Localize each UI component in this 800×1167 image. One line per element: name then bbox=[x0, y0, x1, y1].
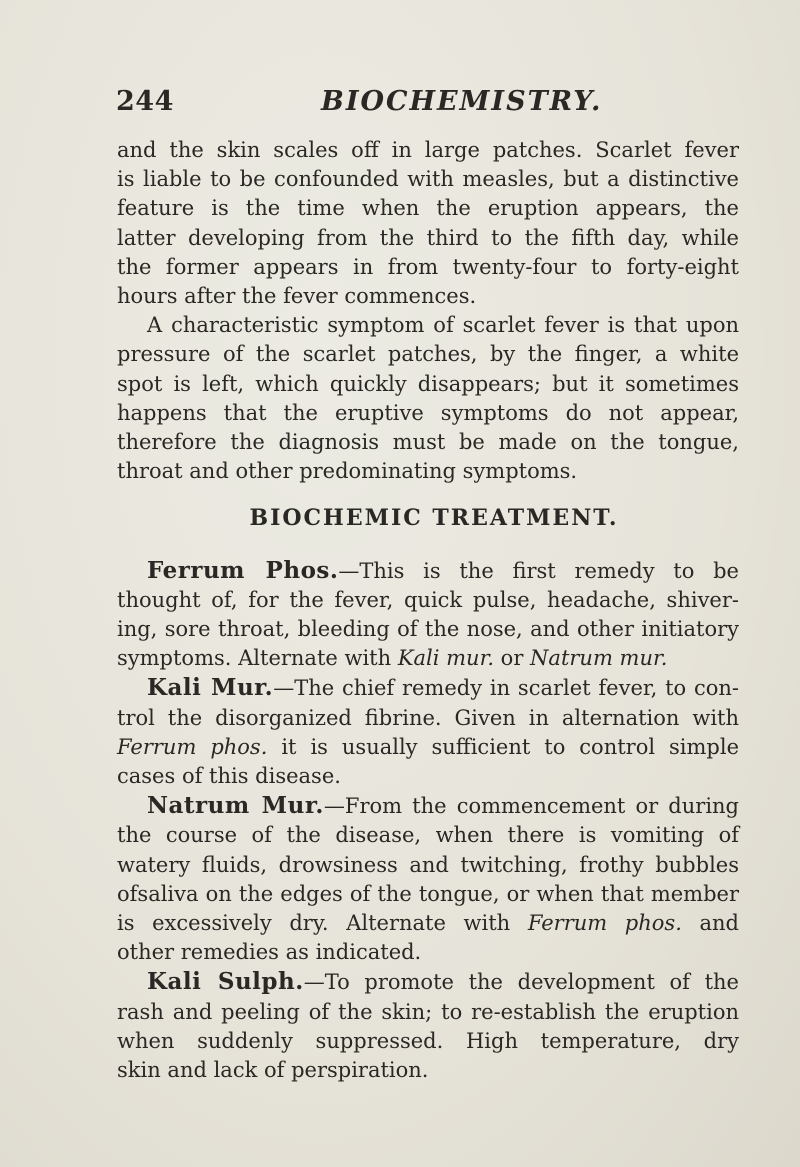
text-fragment: it is usually sufficient to control simple bbox=[267, 734, 739, 759]
body-text bbox=[117, 136, 739, 1085]
text-line: A characteristic symptom of scarlet fever is that upon bbox=[147, 313, 739, 338]
text-line: ing, sore throat, bleeding of the nose, and other initiatory bbox=[117, 617, 739, 642]
page-header bbox=[116, 86, 736, 126]
text-line bbox=[117, 909, 739, 938]
text-line bbox=[117, 673, 739, 703]
text-fragment: —The chief remedy in scarlet fever, to con- bbox=[273, 676, 739, 701]
section-heading: BIOCHEMIC TREATMENT. bbox=[249, 505, 619, 532]
text-line: happens that the eruptive symptoms do not appear, bbox=[117, 400, 739, 425]
page-number: 244 bbox=[116, 86, 174, 117]
text-line bbox=[117, 556, 739, 586]
text-line: the former appears in from twenty-four to forty-eight bbox=[117, 254, 739, 279]
paragraph-characteristic-symptom bbox=[117, 311, 739, 486]
text-line: latter developing from the third to the fifth day, while bbox=[117, 225, 739, 250]
text-fragment: is excessively dry. Alternate with bbox=[117, 911, 528, 936]
remedy-name: Kali Mur. bbox=[147, 674, 274, 702]
paragraph-kali-sulph bbox=[117, 967, 739, 1085]
text-line: spot is left, which quickly disappears; but it sometimes bbox=[117, 371, 739, 396]
text-line: rash and peeling of the skin; to re-establish the eruption bbox=[117, 999, 739, 1024]
text-line bbox=[117, 733, 739, 762]
text-fragment: symptoms. Alternate with bbox=[117, 646, 398, 671]
text-line: the course of the disease, when there is vomiting of bbox=[117, 823, 739, 848]
paragraph-scarlet-fever-description bbox=[117, 136, 739, 311]
text-line: when suddenly suppressed. High temperature, dry bbox=[117, 1028, 739, 1053]
text-line: feature is the time when the eruption appears, the bbox=[117, 196, 739, 221]
paragraph-ferrum-phos bbox=[117, 556, 739, 674]
paragraph-kali-mur bbox=[117, 673, 739, 791]
text-fragment: or bbox=[494, 646, 531, 671]
text-line bbox=[117, 967, 739, 997]
text-line: thought of, for the fever, quick pulse, headache, shiver- bbox=[117, 587, 739, 612]
remedy-name: Ferrum Phos. bbox=[147, 556, 339, 584]
text-fragment: —From the commencement or during bbox=[323, 794, 739, 819]
remedy-reference: Ferrum phos. bbox=[117, 734, 268, 759]
remedy-reference: Ferrum phos. bbox=[527, 911, 682, 936]
paragraph-natrum-mur bbox=[117, 791, 739, 967]
text-line: watery fluids, drowsiness and twitching, frothy bubbles bbox=[117, 852, 739, 877]
text-fragment: and bbox=[681, 911, 739, 936]
text-fragment: —This is the first remedy to be bbox=[338, 558, 739, 583]
remedy-name: Kali Sulph. bbox=[147, 968, 304, 996]
text-fragment: —To promote the development of the bbox=[303, 970, 739, 995]
text-line: skin and lack of perspiration. bbox=[117, 1058, 429, 1083]
text-line: ofsaliva on the edges of the tongue, or when that member bbox=[117, 881, 739, 906]
text-line: throat and other predominating symptoms. bbox=[117, 459, 578, 484]
text-line: is liable to be confounded with measles, but a distinctive bbox=[117, 167, 739, 192]
running-title: BIOCHEMISTRY. bbox=[321, 86, 603, 117]
remedy-name: Natrum Mur. bbox=[147, 792, 324, 820]
text-line: cases of this disease. bbox=[117, 764, 341, 789]
text-line: hours after the fever commences. bbox=[117, 284, 477, 309]
text-line: pressure of the scarlet patches, by the finger, a white bbox=[117, 342, 739, 367]
text-line: therefore the diagnosis must be made on the tongue, bbox=[117, 430, 739, 455]
text-line: and the skin scales off in large patches. Scarlet fever bbox=[117, 138, 739, 162]
remedy-reference: Kali mur. bbox=[397, 646, 494, 671]
remedy-reference: Natrum mur. bbox=[530, 646, 668, 671]
text-line: other remedies as indicated. bbox=[117, 940, 422, 965]
text-line bbox=[117, 644, 739, 673]
text-line bbox=[117, 791, 739, 821]
text-line: trol the disorganized fibrine. Given in alternation with bbox=[117, 705, 739, 730]
